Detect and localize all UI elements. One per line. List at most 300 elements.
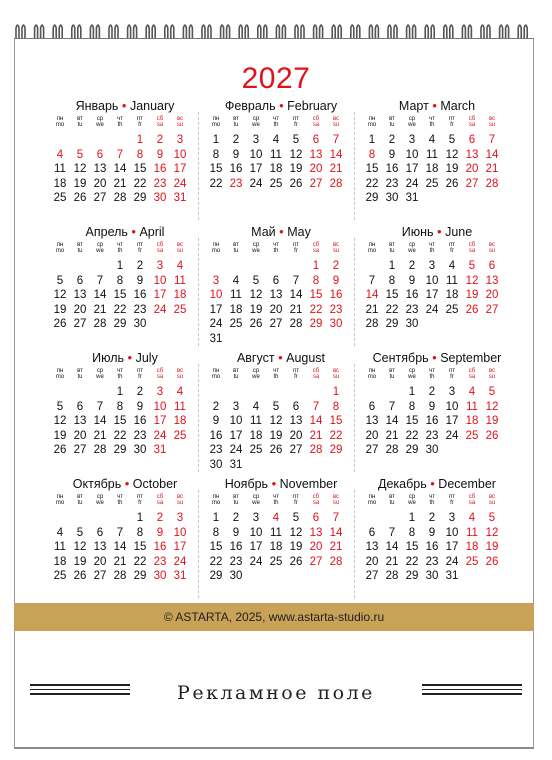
- weekday-label: [246, 368, 266, 384]
- day-cell-holiday: 27: [309, 555, 323, 568]
- weekday-label: [150, 116, 170, 132]
- weekday-ru: ср: [96, 116, 104, 122]
- day-cell: 27: [73, 444, 87, 456]
- weekday-label: [362, 494, 382, 510]
- month-title: [206, 476, 356, 492]
- day-cell: 15: [133, 163, 147, 175]
- day-cell: 19: [289, 163, 303, 175]
- day-cell-holiday: 27: [309, 177, 323, 190]
- weekday-ru: вт: [233, 368, 239, 374]
- weekday-ru: ср: [96, 494, 104, 500]
- weekday-ru: вт: [389, 242, 395, 248]
- day-cell: 23: [209, 444, 223, 456]
- weekday-en: fr: [450, 374, 454, 380]
- weekday-label: [402, 494, 422, 510]
- day-cell-holiday: 20: [485, 289, 499, 301]
- weekday-en: we: [252, 374, 260, 380]
- weekday-header: [362, 242, 512, 258]
- day-cell-holiday: 19: [465, 289, 479, 301]
- weekday-en: we: [252, 248, 260, 254]
- weekday-label: [382, 242, 402, 258]
- day-cell: 1: [116, 260, 124, 272]
- day-cell-holiday: 14: [309, 415, 323, 427]
- day-cell: 28: [93, 444, 107, 456]
- day-cell: 24: [229, 444, 243, 456]
- weekday-ru: сб: [468, 494, 476, 500]
- weekday-ru: сб: [156, 242, 164, 248]
- weekday-en: su: [332, 374, 340, 380]
- weekday-en: su: [488, 500, 496, 506]
- weekday-ru: ср: [252, 494, 260, 500]
- column-divider: [198, 112, 199, 220]
- weekday-label: [246, 116, 266, 132]
- day-cell: 21: [113, 555, 127, 568]
- day-cell-holiday: 4: [176, 260, 184, 272]
- weekday-en: su: [176, 374, 184, 380]
- day-cell-holiday: 3: [176, 134, 184, 146]
- empty-cell: [246, 259, 266, 274]
- weekday-en: fr: [138, 500, 142, 506]
- weekday-ru: вт: [77, 368, 83, 374]
- weekday-label: [70, 368, 90, 384]
- day-cell: 21: [93, 429, 107, 442]
- weekday-en: mo: [367, 374, 377, 380]
- weekday-ru: пн: [56, 368, 64, 374]
- day-cell: 1: [408, 386, 416, 398]
- weekday-ru: пн: [368, 368, 376, 374]
- weekday-ru: вс: [176, 494, 184, 500]
- weekday-en: tu: [77, 122, 83, 128]
- weekday-label: [246, 242, 266, 258]
- weekday-header: [362, 494, 512, 510]
- day-cell: 29: [113, 318, 127, 330]
- weekday-label: [462, 242, 482, 258]
- day-cell: 19: [445, 163, 459, 175]
- day-cell: 8: [116, 400, 124, 413]
- weekday-label: [306, 494, 326, 510]
- day-cell: 14: [385, 541, 399, 553]
- weekday-en: we: [96, 122, 104, 128]
- column-divider: [198, 364, 199, 472]
- weekday-en: fr: [450, 500, 454, 506]
- weekday-ru: пт: [449, 242, 455, 248]
- weekday-ru: вт: [389, 116, 395, 122]
- weekday-label: [306, 242, 326, 258]
- day-cell: 10: [249, 148, 263, 161]
- weekday-en: sa: [156, 500, 164, 506]
- day-cell: 13: [73, 415, 87, 427]
- day-cell: 13: [73, 289, 87, 301]
- month-name-en: June: [445, 225, 473, 239]
- day-cell: 29: [405, 444, 419, 456]
- empty-cell: [362, 511, 382, 526]
- weekday-ru: пн: [56, 494, 64, 500]
- day-cell-holiday: 23: [153, 555, 167, 568]
- weekday-label: [170, 116, 190, 132]
- empty-cell: [266, 259, 286, 274]
- day-cell-holiday: 12: [465, 274, 479, 287]
- weekday-ru: пт: [293, 116, 299, 122]
- empty-cell: [70, 385, 90, 400]
- day-cell: 30: [209, 458, 223, 471]
- day-cell-holiday: 2: [332, 260, 340, 272]
- day-cell: 7: [96, 400, 104, 413]
- separator-dot: •: [124, 476, 130, 491]
- day-cell: 27: [93, 192, 107, 204]
- day-cell: 6: [96, 526, 104, 539]
- empty-cell: [90, 385, 110, 400]
- weekday-header: [50, 116, 200, 132]
- weekday-label: [402, 242, 422, 258]
- month-title: [206, 224, 356, 240]
- day-cell-holiday: 11: [174, 274, 186, 287]
- day-cell: 13: [365, 415, 379, 427]
- day-cell: 10: [249, 526, 263, 539]
- weekday-label: [50, 368, 70, 384]
- month-name-en: February: [287, 99, 338, 113]
- weekday-ru: пн: [368, 242, 376, 248]
- weekday-label: [442, 494, 462, 510]
- day-cell: 6: [292, 400, 300, 413]
- day-cell-holiday: 17: [153, 289, 167, 301]
- day-cell: 19: [269, 429, 283, 442]
- day-cell: 18: [269, 163, 283, 175]
- weekday-en: we: [408, 122, 416, 128]
- day-cell-holiday: 14: [485, 148, 499, 161]
- day-cell-holiday: 24: [173, 177, 187, 190]
- weekday-label: [482, 494, 502, 510]
- weekday-en: tu: [389, 374, 395, 380]
- day-cell: 3: [448, 386, 456, 398]
- day-cell: 22: [405, 429, 419, 442]
- day-cell: 30: [229, 570, 243, 582]
- day-cell: 23: [425, 555, 439, 568]
- weekday-ru: чт: [429, 368, 435, 374]
- day-cell: 24: [445, 429, 459, 442]
- weekday-label: [382, 494, 402, 510]
- weekday-ru: пн: [212, 242, 220, 248]
- month-name-en: December: [438, 477, 496, 491]
- day-cell-holiday: 1: [312, 260, 320, 272]
- day-cell: 26: [53, 444, 67, 456]
- month-title: [362, 98, 512, 114]
- day-cell: 12: [249, 289, 263, 301]
- month-title: [362, 224, 512, 240]
- weekday-en: mo: [55, 500, 65, 506]
- day-cell: 16: [133, 415, 147, 427]
- weekday-ru: вс: [332, 368, 340, 374]
- day-cell: 4: [56, 526, 64, 539]
- day-cell: 8: [212, 148, 220, 161]
- day-cell-holiday: 23: [229, 177, 243, 190]
- day-cell: 1: [212, 512, 220, 524]
- weekday-label: [110, 494, 130, 510]
- month-title: [50, 350, 200, 366]
- month-name-ru: Август: [236, 351, 275, 365]
- weekday-label: [150, 494, 170, 510]
- day-cell: 2: [428, 386, 436, 398]
- day-cell-holiday: 27: [465, 177, 479, 190]
- day-cell: 12: [73, 163, 87, 175]
- day-cell-holiday: 13: [465, 148, 479, 161]
- day-cell-holiday: 8: [368, 148, 376, 161]
- day-cell: 29: [113, 444, 127, 456]
- day-cell-holiday: 9: [332, 274, 340, 287]
- day-cell-holiday: 23: [153, 177, 167, 190]
- weekday-header: [50, 494, 200, 510]
- day-cell: 26: [289, 177, 303, 190]
- month-block: [362, 476, 512, 584]
- day-cell: 2: [408, 260, 416, 272]
- day-cell: 5: [448, 134, 456, 146]
- day-cell-holiday: 30: [153, 570, 167, 582]
- empty-cell: [226, 385, 246, 400]
- weekday-en: sa: [312, 248, 320, 254]
- day-cell: 22: [385, 303, 399, 316]
- weekday-en: th: [273, 374, 279, 380]
- weekday-label: [206, 242, 226, 258]
- weekday-ru: пт: [137, 242, 143, 248]
- day-cell: 31: [229, 458, 243, 471]
- weekday-en: su: [176, 122, 184, 128]
- empty-cell: [50, 133, 70, 148]
- day-cell-holiday: 18: [465, 415, 479, 427]
- day-cell: 20: [93, 177, 107, 190]
- day-cell-holiday: 25: [465, 429, 479, 442]
- day-cell-holiday: 23: [329, 303, 343, 316]
- empty-cell: [110, 511, 130, 526]
- weekday-label: [362, 368, 382, 384]
- column-divider: [354, 112, 355, 220]
- day-cell: 5: [272, 400, 280, 413]
- weekday-ru: ср: [96, 242, 104, 248]
- day-grid: [206, 259, 356, 346]
- day-cell-holiday: 18: [173, 289, 187, 301]
- day-cell-holiday: 14: [329, 526, 343, 539]
- empty-cell: [50, 511, 70, 526]
- separator-dot: •: [131, 224, 136, 239]
- day-cell: 11: [54, 541, 66, 553]
- day-cell-holiday: 7: [332, 134, 340, 146]
- weekday-ru: пн: [212, 368, 220, 374]
- day-cell-holiday: 17: [173, 541, 187, 553]
- day-cell: 25: [269, 555, 283, 568]
- day-cell: 22: [209, 177, 223, 190]
- weekday-en: tu: [77, 248, 83, 254]
- day-grid: [362, 385, 512, 458]
- day-cell: 15: [209, 163, 223, 175]
- day-cell: 2: [428, 512, 436, 524]
- weekday-ru: вс: [488, 242, 496, 248]
- day-grid: [362, 133, 512, 206]
- day-cell: 15: [133, 541, 147, 553]
- day-cell: 15: [365, 163, 379, 175]
- weekday-en: sa: [468, 500, 476, 506]
- weekday-ru: сб: [156, 116, 164, 122]
- weekday-ru: чт: [117, 242, 123, 248]
- weekday-en: fr: [294, 374, 298, 380]
- day-cell: 3: [448, 512, 456, 524]
- weekday-en: mo: [367, 500, 377, 506]
- empty-cell: [70, 511, 90, 526]
- month-name-en: April: [139, 225, 165, 239]
- day-cell-holiday: 13: [309, 526, 323, 539]
- weekday-en: th: [429, 374, 435, 380]
- day-cell: 9: [232, 526, 240, 539]
- day-cell-holiday: 6: [96, 148, 104, 161]
- day-cell: 29: [133, 570, 147, 582]
- day-grid: [50, 259, 200, 332]
- empty-cell: [90, 259, 110, 274]
- copyright-text: © ASTARTA, 2025, www.astarta-studio.ru: [163, 610, 385, 624]
- day-cell: 26: [289, 555, 303, 568]
- weekday-en: tu: [389, 500, 395, 506]
- empty-cell: [362, 385, 382, 400]
- day-cell: 25: [229, 318, 243, 330]
- weekday-en: fr: [138, 374, 142, 380]
- day-cell: 23: [133, 429, 147, 442]
- day-cell: 20: [269, 303, 283, 316]
- day-cell: 15: [385, 289, 399, 301]
- weekday-en: tu: [77, 374, 83, 380]
- day-cell: 13: [93, 541, 107, 553]
- day-cell: 4: [448, 260, 456, 272]
- day-cell-holiday: 25: [465, 555, 479, 568]
- day-cell: 8: [136, 526, 144, 539]
- day-cell: 16: [385, 163, 399, 175]
- weekday-label: [90, 116, 110, 132]
- day-cell-holiday: 6: [312, 134, 320, 146]
- day-cell-holiday: 10: [173, 148, 187, 161]
- day-cell: 6: [76, 400, 84, 413]
- day-cell: 8: [408, 526, 416, 539]
- month-block: [206, 476, 356, 584]
- day-cell-holiday: 21: [329, 541, 343, 553]
- weekday-en: we: [96, 248, 104, 254]
- day-cell-holiday: 18: [465, 541, 479, 553]
- day-cell: 26: [73, 570, 87, 582]
- day-cell-holiday: 11: [466, 526, 478, 539]
- day-cell: 17: [445, 415, 459, 427]
- weekday-label: [286, 242, 306, 258]
- month-block: [206, 98, 356, 191]
- weekday-label: [306, 116, 326, 132]
- weekday-ru: чт: [117, 494, 123, 500]
- weekday-en: su: [176, 500, 184, 506]
- weekday-en: fr: [450, 122, 454, 128]
- day-cell: 23: [385, 177, 399, 190]
- day-cell-holiday: 15: [329, 415, 343, 427]
- weekday-en: tu: [233, 500, 239, 506]
- weekday-en: th: [429, 248, 435, 254]
- day-cell: 9: [212, 415, 220, 427]
- day-cell: 10: [405, 148, 419, 161]
- weekday-label: [226, 494, 246, 510]
- month-name-ru: Март: [398, 99, 429, 113]
- month-block: [50, 98, 200, 206]
- day-cell: 18: [229, 303, 243, 316]
- weekday-en: sa: [468, 374, 476, 380]
- weekday-en: mo: [55, 122, 65, 128]
- day-cell: 9: [136, 400, 144, 413]
- month-name-en: November: [279, 477, 338, 491]
- day-cell: 21: [113, 177, 127, 190]
- day-cell: 3: [232, 400, 240, 413]
- weekday-label: [402, 116, 422, 132]
- empty-cell: [206, 385, 226, 400]
- weekday-label: [422, 368, 442, 384]
- weekday-ru: вт: [389, 368, 395, 374]
- day-cell-holiday: 10: [153, 400, 167, 413]
- day-cell-holiday: 10: [173, 526, 187, 539]
- day-cell-holiday: 30: [329, 318, 343, 330]
- day-cell: 28: [289, 318, 303, 330]
- month-name-ru: Ноябрь: [224, 477, 269, 491]
- day-cell: 23: [425, 429, 439, 442]
- weekday-label: [110, 368, 130, 384]
- day-cell-holiday: 17: [153, 415, 167, 427]
- empty-cell: [382, 511, 402, 526]
- day-cell-holiday: 16: [153, 163, 167, 175]
- weekday-en: we: [96, 500, 104, 506]
- weekday-label: [50, 242, 70, 258]
- day-cell: 20: [93, 555, 107, 568]
- weekday-label: [70, 242, 90, 258]
- month-name-en: August: [286, 351, 326, 365]
- weekday-label: [246, 494, 266, 510]
- weekday-label: [130, 116, 150, 132]
- day-grid: [206, 385, 356, 472]
- day-cell: 19: [249, 303, 263, 316]
- day-cell-holiday: 2: [156, 134, 164, 146]
- day-cell: 27: [365, 570, 379, 582]
- day-cell: 22: [365, 177, 379, 190]
- empty-cell: [286, 385, 306, 400]
- day-cell: 25: [53, 192, 67, 204]
- month-name-ru: Май: [251, 225, 276, 239]
- weekday-en: fr: [294, 122, 298, 128]
- day-cell-holiday: 31: [173, 192, 187, 204]
- day-cell-holiday: 7: [332, 512, 340, 524]
- day-cell-holiday: 13: [485, 274, 499, 287]
- day-cell: 11: [270, 526, 282, 539]
- day-cell: 2: [232, 134, 240, 146]
- day-cell: 19: [289, 541, 303, 553]
- weekday-ru: вт: [233, 242, 239, 248]
- weekday-label: [110, 116, 130, 132]
- day-cell: 29: [209, 570, 223, 582]
- day-cell-holiday: 4: [468, 512, 476, 524]
- weekday-ru: пн: [56, 116, 64, 122]
- day-cell: 19: [73, 177, 87, 190]
- weekday-ru: сб: [156, 494, 164, 500]
- day-cell-holiday: 22: [329, 429, 343, 442]
- weekday-label: [382, 368, 402, 384]
- month-block: [206, 224, 356, 346]
- weekday-label: [70, 494, 90, 510]
- weekday-label: [266, 368, 286, 384]
- weekday-ru: сб: [312, 242, 320, 248]
- month-block: [206, 350, 356, 472]
- day-cell: 9: [428, 526, 436, 539]
- day-cell: 9: [408, 274, 416, 287]
- month-block: [362, 98, 512, 206]
- day-cell: 17: [209, 303, 223, 316]
- weekday-ru: ср: [408, 494, 416, 500]
- day-cell: 22: [133, 555, 147, 568]
- day-cell-holiday: 3: [156, 386, 164, 398]
- weekday-ru: чт: [429, 116, 435, 122]
